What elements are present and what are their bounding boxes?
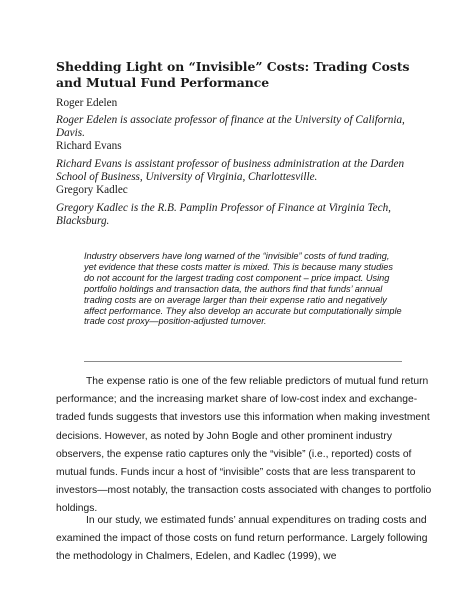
author-affiliation: Roger Edelen is associate professor of finance at the University of California, Davis. (56, 114, 405, 139)
paper-title: Shedding Light on “Invisible” Costs: Trading Costs and Mutual Fund Performance (56, 59, 410, 90)
body-paragraph: The expense ratio is one of the few reliable predictors of mutual fund return performance; and the increasing market share of low-cost index and exchange-traded funds suggests that investors use this information when making investment decisions. However, as noted by John Bogle and other prominent industry observers, the expense ratio captures only the “visible” (i.e., reported) costs of mutual funds. Funds incur a host of “invisible” costs that are less transparent to investors—most notably, the transaction costs associated with changes to portfolio holdings. (56, 376, 432, 515)
abstract: Industry observers have long warned of the “invisible” costs of fund trading, yet evidence that these costs matter is mixed. This is because many studies do not account for the largest trading cost component – price impact. Using portfolio holdings and transaction data, the authors find that funds’ annual trading costs are on average larger than their expense ratio and negatively affect performance. They also develop an accurate but computationally simple trade cost proxy—position-adjusted turnover. (84, 251, 402, 327)
author-affiliation: Gregory Kadlec is the R.B. Pamplin Professor of Finance at Virginia Tech, Blacksburg. (56, 202, 391, 227)
author-name: Richard Evans (56, 140, 122, 152)
abstract-divider (84, 361, 402, 362)
author-name: Gregory Kadlec (56, 184, 128, 196)
author-name: Roger Edelen (56, 97, 118, 109)
author-affiliation: Richard Evans is assistant professor of business administration at the Darden School of Business, University of Virginia, Charlottesville. (56, 158, 405, 183)
body-paragraph: In our study, we estimated funds’ annual expenditures on trading costs and examined the impact of those costs on fund return performance. Largely following the methodology in Chalmers, Edelen, and Kadlec (1999), we (56, 515, 428, 563)
